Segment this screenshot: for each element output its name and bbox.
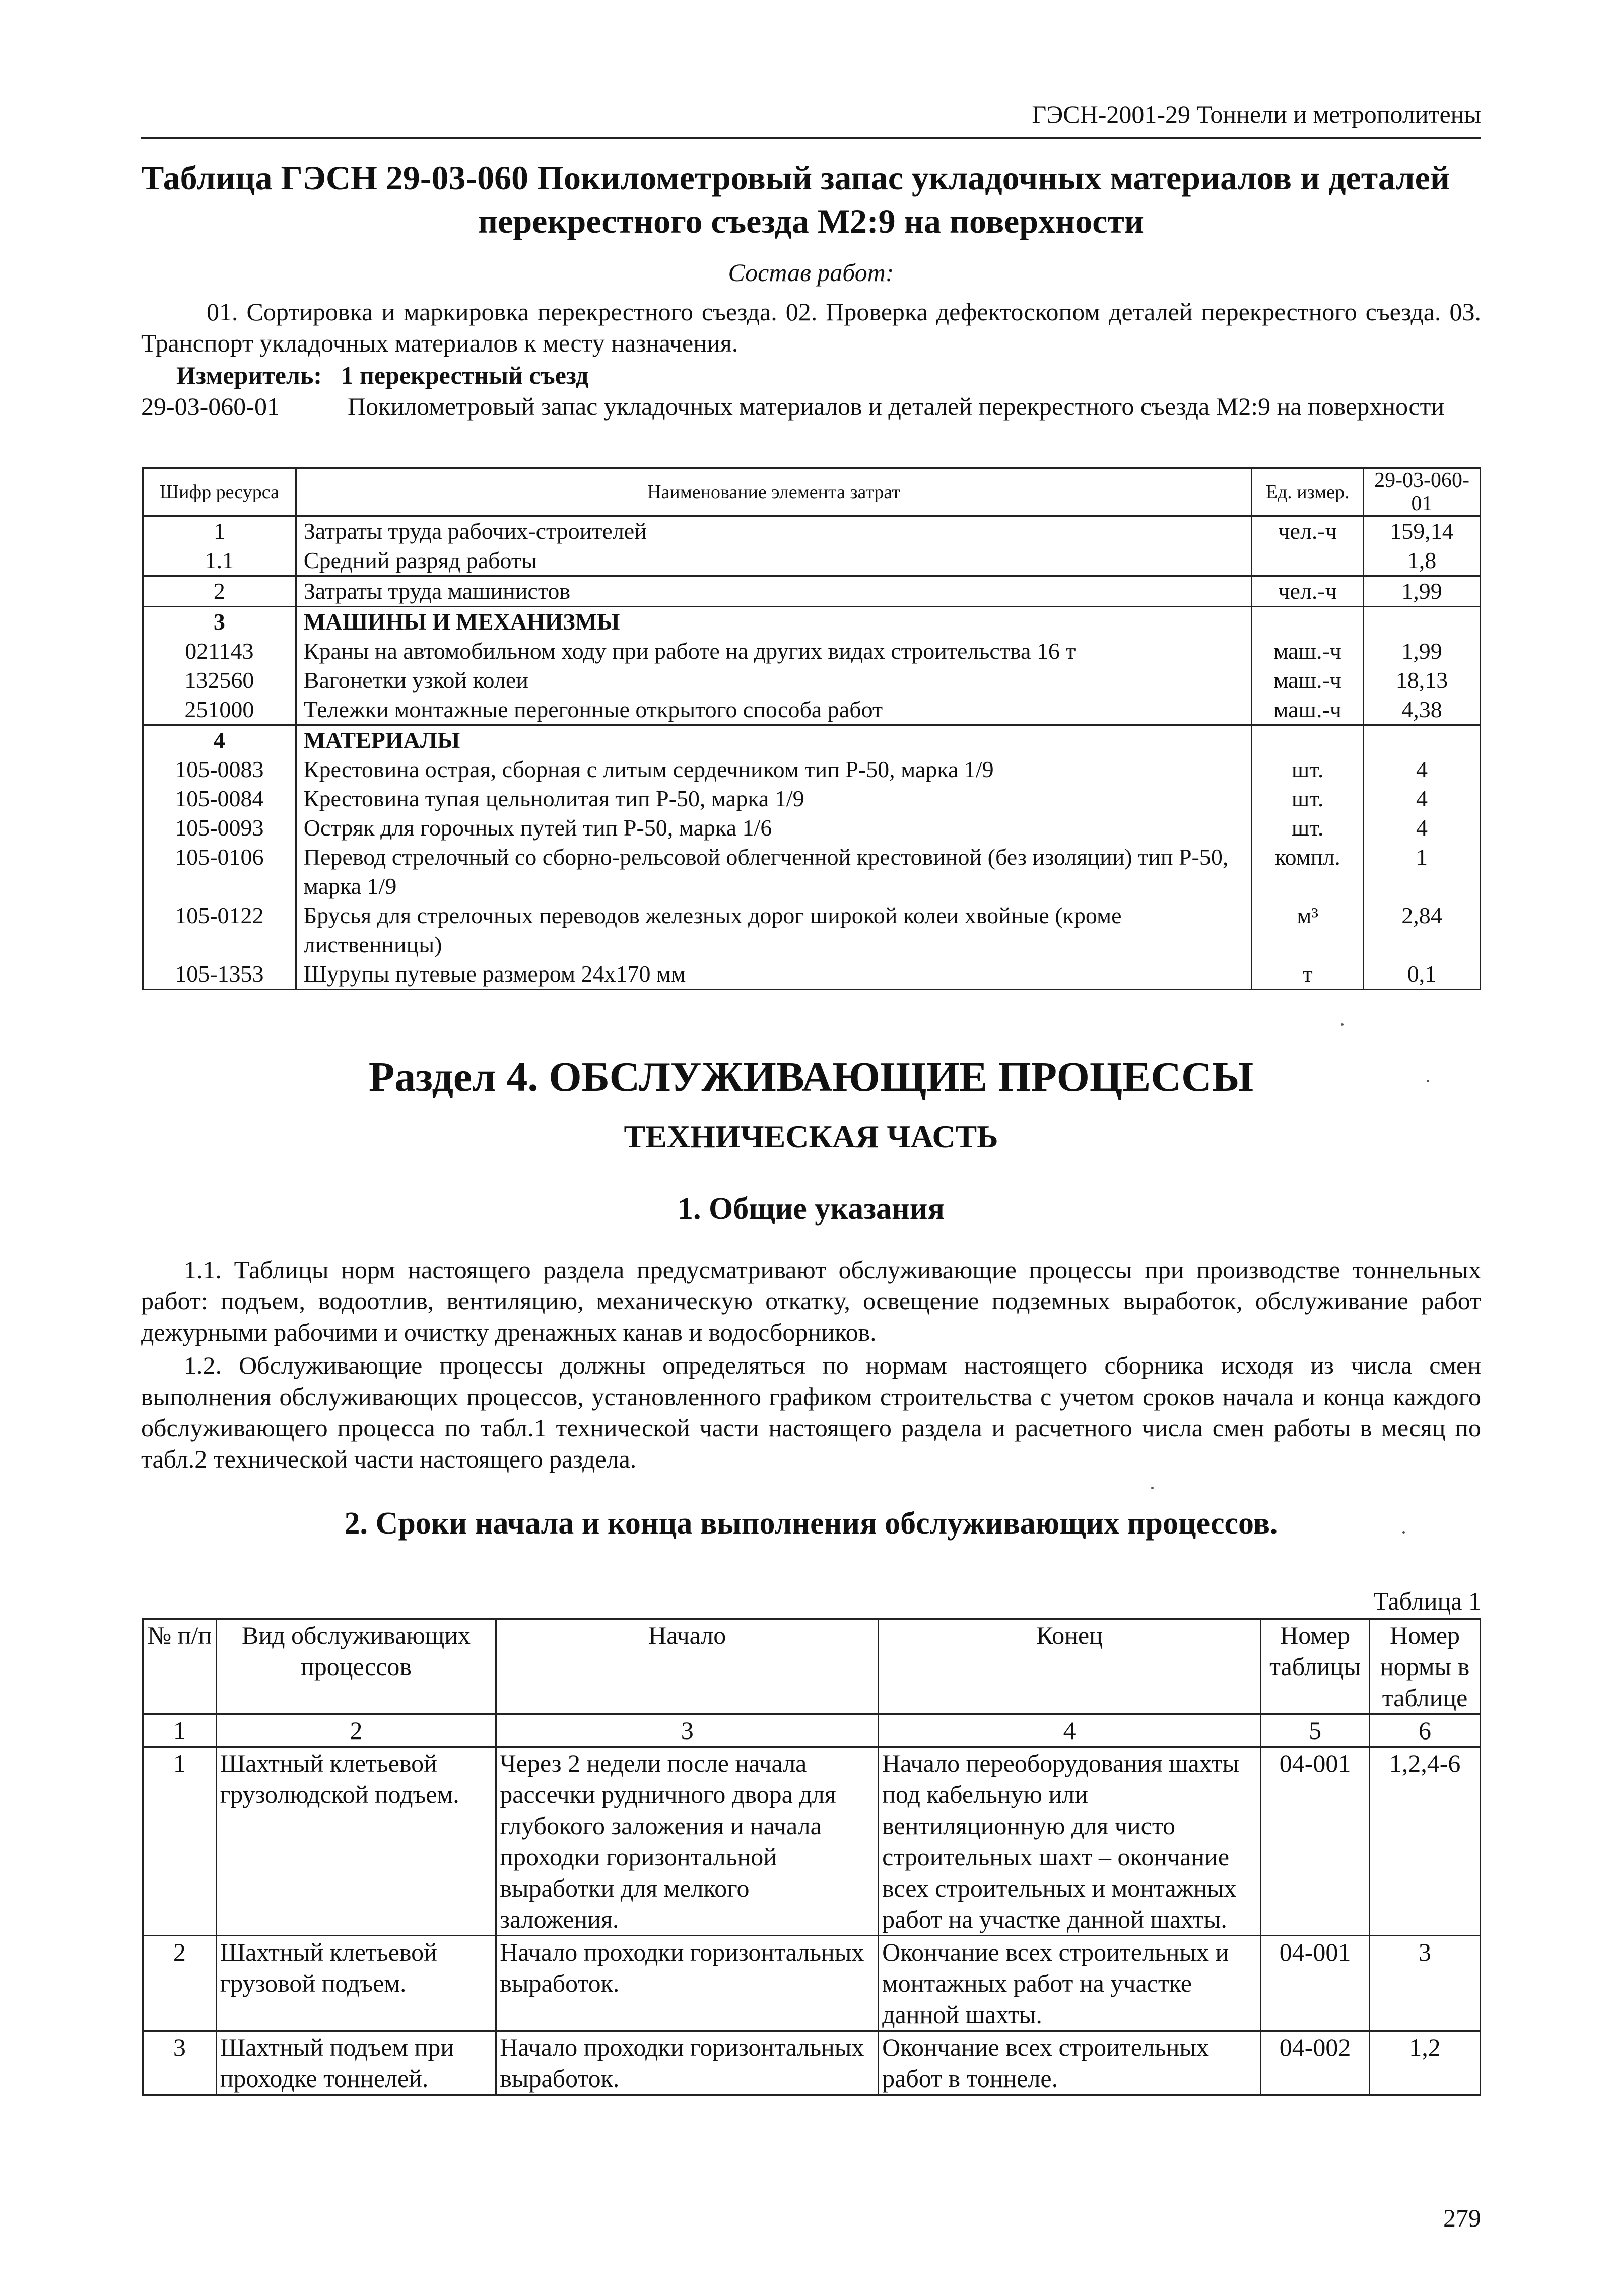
t1-colnum: 4 (879, 1714, 1261, 1747)
resource-code: 251000 (143, 695, 296, 725)
t1-header-kind: Вид обслуживающих процессов (216, 1619, 496, 1714)
resource-code: 2 (143, 576, 296, 607)
resource-code: 105-0106 (143, 843, 296, 901)
scan-speck (1341, 1023, 1344, 1026)
t1-header-number: № п/п (143, 1619, 217, 1714)
table-row (143, 1936, 1481, 2031)
table-row (143, 813, 1481, 843)
resource-code: 105-0093 (143, 813, 296, 843)
resource-table-body (143, 516, 1481, 990)
t1-colnum: 5 (1261, 1714, 1370, 1747)
table-row (143, 843, 1481, 901)
table-row (143, 784, 1481, 813)
resource-name: Крестовина острая, сборная с литым сердечником тип Р-50, марка 1/9 (296, 755, 1251, 784)
process-table-number: 04-001 (1261, 1747, 1370, 1936)
resource-code: 105-1353 (143, 959, 296, 990)
resource-code: 105-0122 (143, 901, 296, 959)
table1-label: Таблица 1 (1373, 1587, 1481, 1615)
table-row (143, 2031, 1481, 2095)
resource-unit: маш.-ч (1252, 666, 1364, 695)
resource-name: Затраты труда рабочих-строителей (296, 516, 1251, 546)
process-number: 2 (143, 1936, 217, 2031)
table-row (143, 755, 1481, 784)
resource-unit (1252, 725, 1364, 755)
resource-name: Брусья для стрелочных переводов железных дорог широкой колеи хвойные (кроме лиственницы) (296, 901, 1251, 959)
resource-value (1364, 725, 1481, 755)
resource-name: Краны на автомобильном ходу при работе на других видах строительства 16 т (296, 637, 1251, 666)
resource-value (1364, 607, 1481, 637)
resource-name: Шурупы путевые размером 24х170 мм (296, 959, 1251, 990)
t1-colnum: 3 (496, 1714, 879, 1747)
table-title-line1: Таблица ГЭСН 29-03-060 Покилометровый запас укладочных материалов и деталей (141, 159, 1450, 197)
resource-name: МАТЕРИАЛЫ (296, 725, 1251, 755)
resource-name: Вагонетки узкой колеи (296, 666, 1251, 695)
resource-unit (1252, 546, 1364, 576)
table-row (143, 607, 1481, 637)
section-subtitle: ТЕХНИЧЕСКАЯ ЧАСТЬ (624, 1119, 998, 1154)
resource-unit: м³ (1252, 901, 1364, 959)
t1-header-norm: Номер нормы в таблице (1370, 1619, 1481, 1714)
process-table-number: 04-002 (1261, 2031, 1370, 2095)
paragraph-1-2: 1.2. Обслуживающие процессы должны определяться по нормам настоящего сборника исходя из числа смен выполнения обслуживающих процессов, установленного графиком строительства с учетом сроков начала и конца каждого обслуживающего процесса по табл.1 технической части настоящего раздела и расчетного числа смен работы в месяц по табл.2 технической части настоящего раздела. (141, 1351, 1481, 1473)
resource-value: 0,1 (1364, 959, 1481, 990)
table-title-line2: перекрестного съезда М2:9 на поверхности (478, 202, 1144, 240)
table-row (143, 576, 1481, 607)
process-start: Через 2 недели после начала рассечки рудничного двора для глубокого заложения и начала проходки горизонтальной выработки для мелкого заложения. (496, 1747, 879, 1936)
t1-colnum: 2 (216, 1714, 496, 1747)
general-instructions-heading: 1. Общие указания (678, 1192, 945, 1226)
resource-code: 132560 (143, 666, 296, 695)
header-unit: Ед. измер. (1252, 468, 1364, 516)
process-norm-number: 3 (1370, 1936, 1481, 2031)
resource-unit: чел.-ч (1252, 576, 1364, 607)
header-norm: 29-03-060-01 (1364, 468, 1481, 516)
resource-code: 105-0083 (143, 755, 296, 784)
table-row (143, 901, 1481, 959)
header-rule (141, 137, 1481, 139)
table-row (143, 516, 1481, 546)
process-norm-number: 1,2 (1370, 2031, 1481, 2095)
resource-name: Остряк для горочных путей тип Р-50, марка 1/6 (296, 813, 1251, 843)
resource-code: 1.1 (143, 546, 296, 576)
resource-value: 18,13 (1364, 666, 1481, 695)
resource-unit: шт. (1252, 813, 1364, 843)
scan-speck (1427, 1080, 1429, 1082)
processes-table-header (143, 1619, 1481, 1714)
t1-colnum: 6 (1370, 1714, 1481, 1747)
process-kind: Шахтный клетьевой грузовой подъем. (216, 1936, 496, 2031)
resource-unit (1252, 607, 1364, 637)
t1-header-end: Конец (879, 1619, 1261, 1714)
table-row (143, 725, 1481, 755)
paragraph-1-1: 1.1. Таблицы норм настоящего раздела предусматривают обслуживающие процессы при производстве тоннельных работ: подъем, водоотлив, вентиляцию, механическую откатку, освещение подземных выработок, обслуживание работ дежурными рабочими и очистку дренажных канав и водосборников. (141, 1256, 1481, 1346)
resource-unit: чел.-ч (1252, 516, 1364, 546)
scan-speck (1402, 1531, 1405, 1534)
process-norm-number: 1,2,4-6 (1370, 1747, 1481, 1936)
scan-speck (1151, 1487, 1154, 1489)
resource-table (142, 467, 1481, 990)
resource-code: 4 (143, 725, 296, 755)
resource-code: 3 (143, 607, 296, 637)
t1-colnum: 1 (143, 1714, 217, 1747)
resource-value: 4,38 (1364, 695, 1481, 725)
resource-name: Затраты труда машинистов (296, 576, 1251, 607)
resource-name: Крестовина тупая цельнолитая тип Р-50, марка 1/9 (296, 784, 1251, 813)
work-composition-text: 01. Сортировка и маркировка перекрестного съезда. 02. Проверка дефектоскопом деталей перекрестного съезда. 03. Транспорт укладочных материалов к месту назначения. (141, 298, 1481, 357)
process-start: Начало проходки горизонтальных выработок. (496, 1936, 879, 2031)
resource-code: 105-0084 (143, 784, 296, 813)
resource-unit: т (1252, 959, 1364, 990)
work-composition-heading: Состав работ: (728, 258, 894, 287)
process-start: Начало проходки горизонтальных выработок. (496, 2031, 879, 2095)
norm-code: 29-03-060-01 (141, 392, 280, 421)
page-number: 279 (1443, 2204, 1481, 2232)
process-end: Начало переоборудования шахты под кабельную или вентиляционную для чисто строительных шахт – окончание всех строительных и монтажных работ на участке данной шахты. (879, 1747, 1261, 1936)
processes-table-body (143, 1747, 1481, 2095)
processes-table (142, 1618, 1481, 2096)
header-resource-code: Шифр ресурса (143, 468, 296, 516)
resource-code: 021143 (143, 637, 296, 666)
process-number: 3 (143, 2031, 217, 2095)
resource-code: 1 (143, 516, 296, 546)
processes-table-colnums (143, 1714, 1481, 1747)
resource-table-header (143, 468, 1481, 516)
table-title (141, 156, 1481, 243)
process-end: Окончание всех строительных и монтажных работ на участке данной шахты. (879, 1936, 1261, 2031)
table-row (143, 637, 1481, 666)
process-kind: Шахтный подъем при проходке тоннелей. (216, 2031, 496, 2095)
process-number: 1 (143, 1747, 217, 1936)
t1-header-start: Начало (496, 1619, 879, 1714)
resource-unit: компл. (1252, 843, 1364, 901)
norm-description: Покилометровый запас укладочных материалов и деталей перекрестного съезда М2:9 на поверхности (348, 392, 1445, 421)
t1-header-table: Номер таблицы (1261, 1619, 1370, 1714)
meter-line: Измеритель: 1 перекрестный съезд (176, 361, 589, 389)
running-header: ГЭСН-2001-29 Тоннели и метрополитены (1032, 100, 1481, 128)
process-end: Окончание всех строительных работ в тоннеле. (879, 2031, 1261, 2095)
resource-name: Перевод стрелочный со сборно-рельсовой облегченной крестовиной (без изоляции) тип Р-50, марка 1/9 (296, 843, 1251, 901)
resource-unit: маш.-ч (1252, 695, 1364, 725)
resource-value: 1,99 (1364, 637, 1481, 666)
resource-name: МАШИНЫ И МЕХАНИЗМЫ (296, 607, 1251, 637)
section-title: Раздел 4. ОБСЛУЖИВАЮЩИЕ ПРОЦЕССЫ (368, 1054, 1254, 1100)
terms-heading: 2. Сроки начала и конца выполнения обслуживающих процессов. (344, 1506, 1278, 1541)
resource-value: 1,99 (1364, 576, 1481, 607)
resource-value: 159,14 (1364, 516, 1481, 546)
process-kind: Шахтный клетьевой грузолюдской подъем. (216, 1747, 496, 1936)
resource-value: 4 (1364, 813, 1481, 843)
header-cost-element: Наименование элемента затрат (296, 468, 1251, 516)
resource-name: Тележки монтажные перегонные открытого способа работ (296, 695, 1251, 725)
table-row (143, 695, 1481, 725)
table-row (143, 1747, 1481, 1936)
table-row (143, 546, 1481, 576)
resource-value: 2,84 (1364, 901, 1481, 959)
resource-value: 4 (1364, 755, 1481, 784)
resource-name: Средний разряд работы (296, 546, 1251, 576)
resource-value: 1,8 (1364, 546, 1481, 576)
table-row (143, 666, 1481, 695)
resource-unit: шт. (1252, 784, 1364, 813)
resource-value: 1 (1364, 843, 1481, 901)
resource-unit: маш.-ч (1252, 637, 1364, 666)
resource-unit: шт. (1252, 755, 1364, 784)
process-table-number: 04-001 (1261, 1936, 1370, 2031)
resource-value: 4 (1364, 784, 1481, 813)
table-row (143, 959, 1481, 990)
